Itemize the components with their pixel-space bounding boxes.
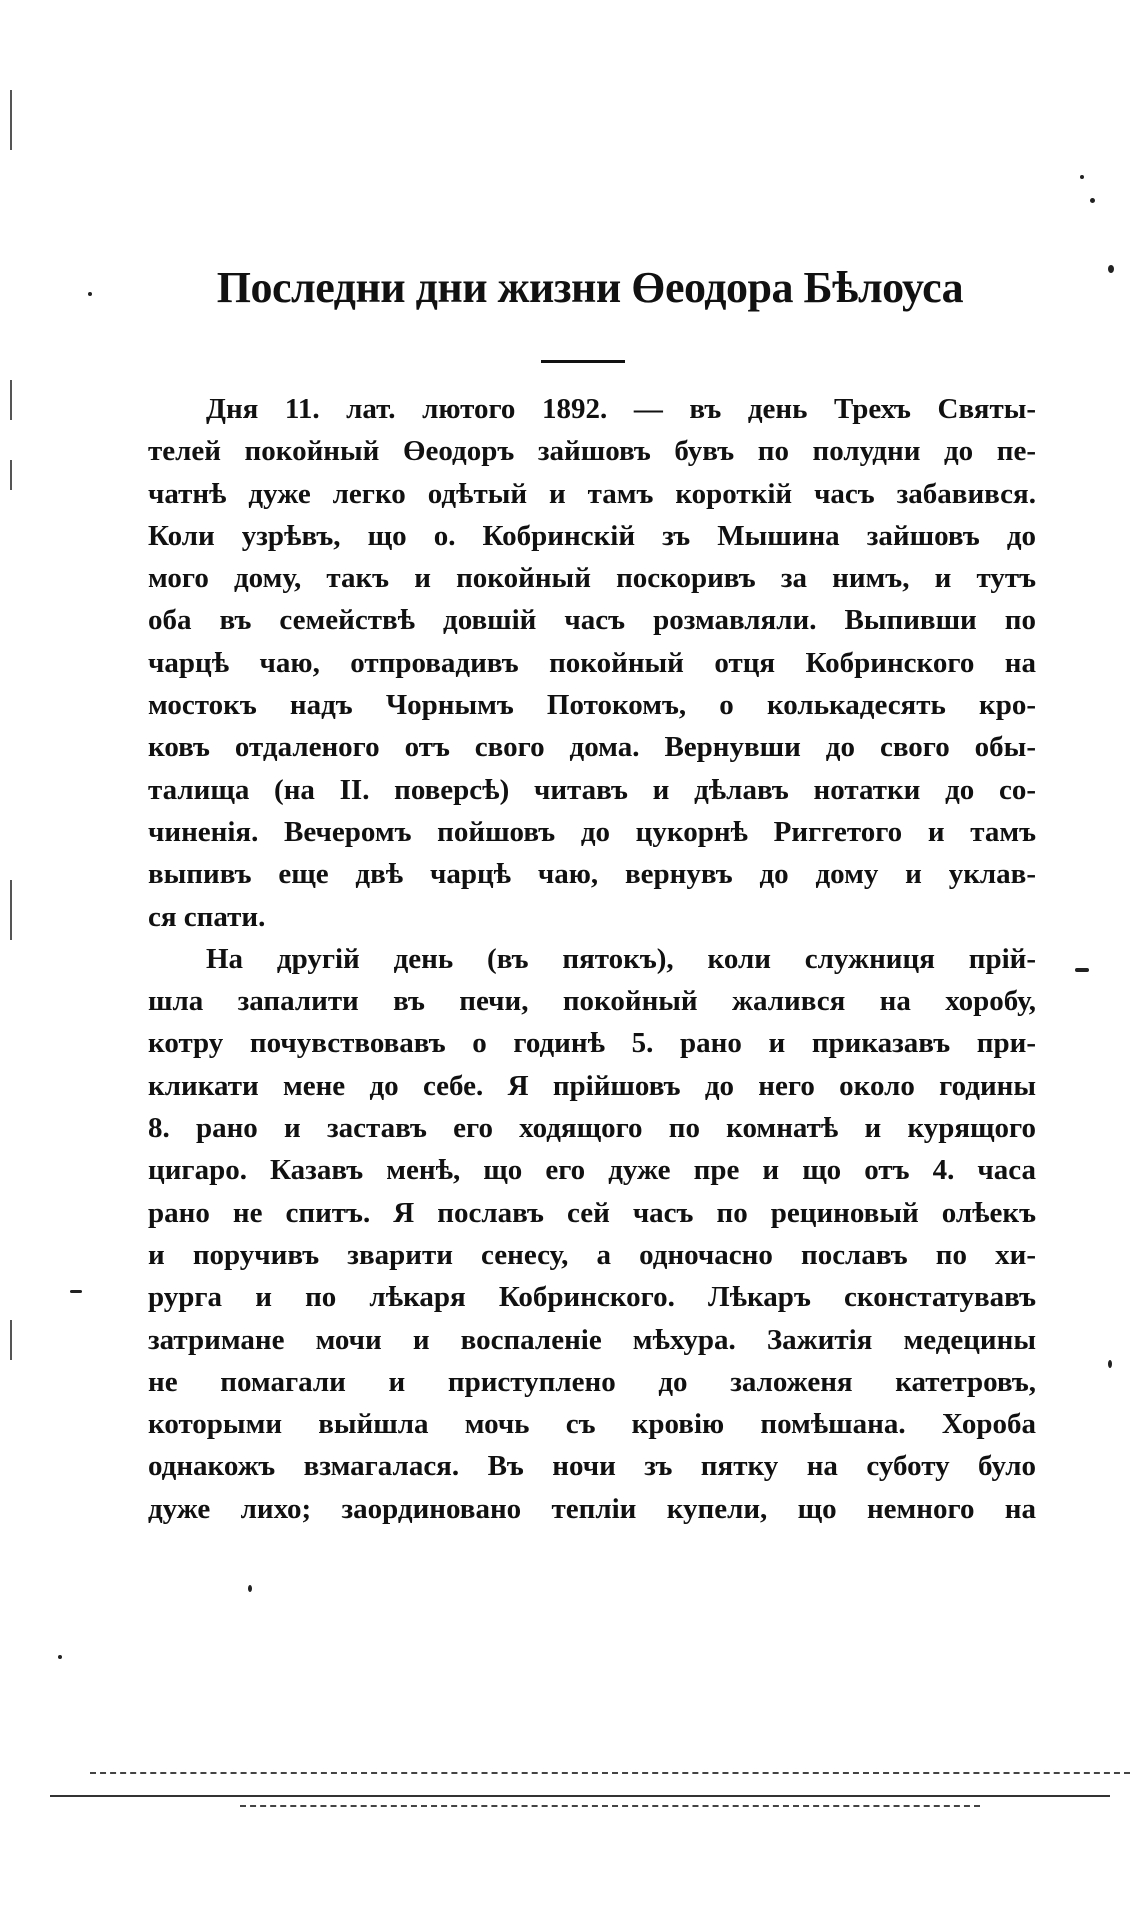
text-line: шла запалити въ печи, покойный жалився на хоробу, [148, 985, 1036, 1018]
scan-speck [1080, 175, 1084, 179]
text-line: Дня 11. лат. лютого 1892. — въ день Трехъ Святы- [206, 393, 1036, 425]
text-line: мостокъ надъ Чорнымъ Потокомъ, о колькадесять кро- [148, 689, 1036, 722]
scan-margin-line [10, 380, 12, 420]
scan-speck [248, 1585, 252, 1592]
text-line: На другій день (въ пятокъ), коли служниця прій- [206, 942, 1036, 975]
scan-speck [1090, 198, 1095, 203]
text-line: мого дому, такъ и покойный поскоривъ за нимъ, и тутъ [148, 562, 1036, 595]
scan-margin-line [10, 880, 12, 940]
text-line: оба въ семействѣ довшій часъ розмавляли. Выпивши по [148, 604, 1036, 637]
scan-speck [58, 1655, 62, 1659]
text-line: рурга и по лѣкаря Кобринского. Лѣкаръ сконстатувавъ [148, 1281, 1036, 1314]
document-title: Последни дни жизни Өеодора Бѣлоуса [216, 263, 964, 312]
document-body [148, 388, 1036, 1530]
scan-speck [1075, 968, 1089, 972]
text-line: кликати мене до себе. Я прійшовъ до него около годины [148, 1069, 1036, 1102]
text-line: выпивъ еще двѣ чарцѣ чаю, вернувъ до дому и уклав- [148, 858, 1036, 891]
text-line: Коли узрѣвъ, що о. Кобринскій зъ Мышина зайшовъ до [148, 519, 1036, 552]
scan-margin-line [10, 1320, 12, 1360]
text-line: которыми выйшла мочь съ кровію помѣшана. Хороба [148, 1408, 1036, 1441]
text-line: однакожъ взмагалася. Въ ночи зъ пятку на суботу було [148, 1450, 1036, 1483]
text-line: дуже лихо; заординовано тепліи купели, що немного на [148, 1492, 1036, 1525]
text-line: телей покойный Өеодоръ зайшовъ бувъ по полудни до пе- [148, 435, 1036, 468]
bottom-scan-rule [50, 1795, 1110, 1797]
text-line: рано не спитъ. Я пославъ сей часъ по рециновый олѣекъ [148, 1196, 1036, 1229]
text-line: цигаро. Казавъ менѣ, що его дуже пре и що отъ 4. часа [148, 1154, 1036, 1187]
text-line: затримане мочи и воспаленіе мѣхура. Зажитія медецины [148, 1323, 1036, 1356]
text-line: и поручивъ зварити сенесу, а одночасно пославъ по хи- [148, 1238, 1036, 1271]
text-line: чарцѣ чаю, отпровадивъ покойный отця Кобринского на [148, 646, 1036, 679]
title-divider [541, 360, 625, 363]
bottom-scan-rule [240, 1805, 980, 1807]
text-line: чиненія. Вечеромъ пойшовъ до цукорнѣ Риггетого и тамъ [148, 815, 1036, 848]
text-line: котру почувствовавъ о годинѣ 5. рано и приказавъ при- [148, 1027, 1036, 1060]
text-line: ся спати. [148, 900, 266, 933]
scan-speck [88, 292, 92, 296]
text-line: чатнѣ дуже легко одѣтый и тамъ короткій часъ забавився. [148, 477, 1036, 510]
scan-speck [70, 1290, 82, 1293]
text-line: ковъ отдаленого отъ свого дома. Вернувши до свого обы- [148, 731, 1036, 764]
text-line: талища (на II. поверсѣ) читавъ и дѣлавъ нотатки до со- [148, 773, 1036, 806]
scan-speck [1108, 265, 1114, 273]
bottom-scan-rule [90, 1772, 1130, 1774]
scan-margin-line [10, 460, 12, 490]
text-line: 8. рано и заставъ его ходящого по комнатѣ и курящого [148, 1112, 1036, 1145]
scan-margin-line [10, 90, 12, 150]
text-line: не помагали и приступлено до заложеня катетровъ, [148, 1365, 1036, 1398]
scan-speck [1108, 1360, 1112, 1368]
